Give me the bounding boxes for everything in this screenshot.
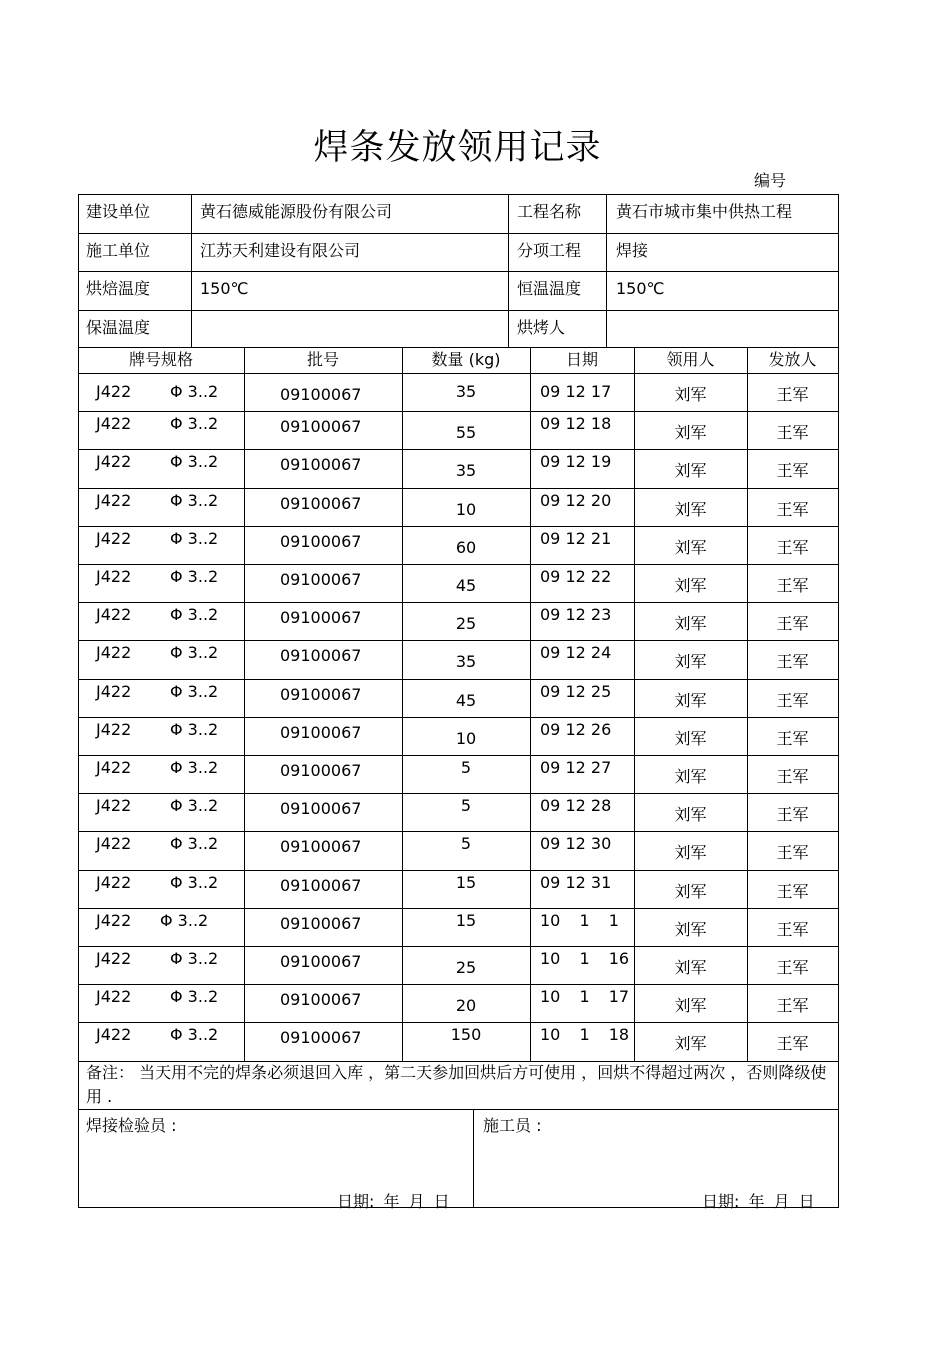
spec-cell: Φ 3..2 — [170, 796, 219, 816]
batch-cell: 09100067 — [280, 417, 362, 437]
batch-cell: 09100067 — [280, 646, 362, 666]
spec-cell: Φ 3..2 — [170, 382, 219, 401]
date-cell: 10 1 17 — [540, 987, 630, 1007]
info-value: 江苏天利建设有限公司 — [200, 241, 361, 260]
receiver-cell: 刘军 — [674, 614, 707, 634]
quantity-cell: 25 — [455, 614, 477, 634]
info-value: 黄石德威能源股份有限公司 — [200, 202, 393, 221]
issuer-cell: 王军 — [776, 1034, 809, 1054]
date-cell: 09 12 17 — [540, 382, 612, 401]
receiver-cell: 刘军 — [674, 690, 707, 710]
info-label: 恒温温度 — [517, 279, 582, 298]
batch-cell: 09100067 — [280, 952, 362, 971]
spec-cell: Φ 3..2 — [170, 452, 219, 472]
spec-cell: Φ 3..2 — [170, 1025, 219, 1045]
table-rule — [78, 640, 839, 641]
table-rule — [530, 347, 531, 1062]
issuer-cell: 王军 — [776, 499, 809, 519]
column-header: 数量 (kg) — [431, 350, 501, 369]
column-header: 发放人 — [768, 350, 817, 369]
issuer-cell: 王军 — [776, 881, 809, 901]
issuer-cell: 王军 — [776, 461, 809, 481]
info-label: 建设单位 — [86, 202, 151, 221]
date-cell: 09 12 24 — [540, 643, 612, 663]
batch-cell: 09100067 — [280, 990, 362, 1010]
quantity-cell: 25 — [455, 958, 477, 977]
table-rule — [78, 194, 839, 195]
receiver-cell: 刘军 — [674, 996, 707, 1016]
table-rule — [78, 831, 839, 832]
grade-cell: J422 — [96, 872, 132, 892]
receiver-cell: 刘军 — [674, 499, 707, 519]
constructor-label: 施工员 : — [483, 1116, 542, 1135]
quantity-cell: 5 — [460, 796, 472, 816]
table-rule — [78, 488, 839, 489]
date-cell: 09 12 25 — [540, 681, 612, 701]
batch-cell: 09100067 — [280, 761, 362, 780]
date-cell: 09 12 22 — [540, 567, 612, 586]
info-value: 黄石市城市集中供热工程 — [616, 202, 793, 221]
issuer-cell: 王军 — [776, 843, 809, 863]
grade-cell: J422 — [96, 987, 132, 1007]
spec-cell: Φ 3..2 — [170, 834, 219, 854]
grade-cell: J422 — [96, 382, 132, 401]
info-label: 分项工程 — [517, 241, 582, 260]
table-rule — [78, 347, 839, 348]
grade-cell: J422 — [96, 490, 132, 510]
quantity-cell: 10 — [455, 728, 477, 748]
receiver-cell: 刘军 — [674, 385, 707, 404]
quantity-cell: 45 — [455, 690, 477, 710]
batch-cell: 09100067 — [280, 1028, 362, 1048]
info-label: 施工单位 — [86, 241, 151, 260]
table-rule — [78, 755, 839, 756]
issuer-cell: 王军 — [776, 576, 809, 595]
spec-cell: Φ 3..2 — [170, 681, 219, 701]
table-rule — [606, 194, 607, 348]
spec-cell: Φ 3..2 — [170, 719, 219, 739]
receiver-cell: 刘军 — [674, 576, 707, 595]
issuer-cell: 王军 — [776, 423, 809, 443]
table-rule — [838, 194, 839, 1208]
grade-cell: J422 — [96, 528, 132, 548]
grade-cell: J422 — [96, 796, 132, 816]
issuer-cell: 王军 — [776, 996, 809, 1016]
quantity-cell: 15 — [455, 872, 477, 892]
spec-cell: Φ 3..2 — [170, 758, 219, 777]
info-value: 150℃ — [200, 279, 249, 298]
date-cell: 10 1 16 — [540, 949, 630, 968]
serial-number-label: 编号 — [754, 171, 787, 190]
table-rule — [78, 602, 839, 603]
issuer-cell: 王军 — [776, 652, 809, 672]
grade-cell: J422 — [96, 643, 132, 663]
spec-cell: Φ 3..2 — [170, 872, 219, 892]
date-cell: 09 12 23 — [540, 605, 612, 625]
batch-cell: 09100067 — [280, 684, 362, 704]
table-rule — [78, 564, 839, 565]
batch-cell: 09100067 — [280, 913, 362, 933]
quantity-cell: 35 — [455, 652, 477, 672]
inspector-label: 焊接检验员 : — [86, 1116, 177, 1135]
date-cell: 09 12 19 — [540, 452, 612, 472]
spec-cell: Φ 3..2 — [170, 643, 219, 663]
batch-cell: 09100067 — [280, 570, 362, 589]
grade-cell: J422 — [96, 758, 132, 777]
date-cell: 09 12 27 — [540, 758, 612, 777]
quantity-cell: 35 — [455, 382, 477, 401]
grade-cell: J422 — [96, 452, 132, 472]
table-rule — [78, 679, 839, 680]
info-label: 保温温度 — [86, 318, 151, 337]
quantity-cell: 5 — [460, 758, 472, 777]
quantity-cell: 20 — [455, 996, 477, 1016]
grade-cell: J422 — [96, 414, 132, 434]
constructor-date: 日期: 年 月 日 — [702, 1192, 815, 1211]
grade-cell: J422 — [96, 910, 132, 930]
table-rule — [473, 1109, 474, 1208]
table-rule — [78, 233, 839, 234]
info-label: 烘焙温度 — [86, 279, 151, 298]
receiver-cell: 刘军 — [674, 728, 707, 748]
receiver-cell: 刘军 — [674, 537, 707, 557]
grade-cell: J422 — [96, 719, 132, 739]
table-rule — [191, 194, 192, 348]
table-rule — [78, 526, 839, 527]
table-rule — [78, 984, 839, 985]
date-cell: 09 12 30 — [540, 834, 612, 854]
receiver-cell: 刘军 — [674, 919, 707, 939]
receiver-cell: 刘军 — [674, 461, 707, 481]
column-header: 批号 — [306, 350, 339, 369]
date-cell: 09 12 21 — [540, 528, 612, 548]
quantity-cell: 45 — [455, 576, 477, 595]
quantity-cell: 60 — [455, 537, 477, 557]
batch-cell: 09100067 — [280, 608, 362, 628]
spec-cell: Φ 3..2 — [170, 567, 219, 586]
issuer-cell: 王军 — [776, 958, 809, 977]
issuer-cell: 王军 — [776, 728, 809, 748]
grade-cell: J422 — [96, 567, 132, 586]
remarks-note: 备注： 当天用不完的焊条必须退回入库 ，第二天参加回烘后方可使用 ，回烘不得超过两次 ，否则降级使用 . — [86, 1063, 827, 1106]
receiver-cell: 刘军 — [674, 1034, 707, 1054]
receiver-cell: 刘军 — [674, 958, 707, 977]
quantity-cell: 35 — [455, 461, 477, 481]
info-value: 150℃ — [616, 279, 665, 298]
issuer-cell: 王军 — [776, 690, 809, 710]
batch-cell: 09100067 — [280, 875, 362, 895]
quantity-cell: 150 — [450, 1025, 482, 1045]
table-rule — [78, 1022, 839, 1023]
issuer-cell: 王军 — [776, 919, 809, 939]
table-rule — [78, 411, 839, 412]
table-rule — [78, 310, 839, 311]
info-label: 烘烤人 — [517, 318, 566, 337]
quantity-cell: 10 — [455, 499, 477, 519]
table-rule — [508, 194, 509, 348]
spec-cell: Φ 3..2 — [170, 414, 219, 434]
receiver-cell: 刘军 — [674, 767, 707, 786]
date-cell: 09 12 20 — [540, 490, 612, 510]
grade-cell: J422 — [96, 949, 132, 968]
quantity-cell: 55 — [455, 423, 477, 443]
spec-cell: Φ 3..2 — [170, 949, 219, 968]
issuer-cell: 王军 — [776, 767, 809, 786]
receiver-cell: 刘军 — [674, 843, 707, 863]
batch-cell: 09100067 — [280, 385, 362, 404]
table-rule — [78, 271, 839, 272]
receiver-cell: 刘军 — [674, 805, 707, 825]
table-rule — [78, 870, 839, 871]
column-header: 日期 — [565, 350, 598, 369]
spec-cell: Φ 3..2 — [160, 910, 209, 930]
receiver-cell: 刘军 — [674, 881, 707, 901]
issuer-cell: 王军 — [776, 385, 809, 404]
date-cell: 10 1 1 — [540, 910, 619, 930]
spec-cell: Φ 3..2 — [170, 528, 219, 548]
quantity-cell: 5 — [460, 834, 472, 854]
issuer-cell: 王军 — [776, 614, 809, 634]
batch-cell: 09100067 — [280, 455, 362, 475]
table-rule — [78, 908, 839, 909]
spec-cell: Φ 3..2 — [170, 490, 219, 510]
date-cell: 10 1 18 — [540, 1025, 630, 1045]
date-cell: 09 12 26 — [540, 719, 612, 739]
batch-cell: 09100067 — [280, 531, 362, 551]
spec-cell: Φ 3..2 — [170, 987, 219, 1007]
grade-cell: J422 — [96, 1025, 132, 1045]
column-header: 领用人 — [666, 350, 715, 369]
info-value: 焊接 — [616, 241, 649, 260]
inspector-date: 日期: 年 月 日 — [337, 1192, 450, 1211]
table-rule — [78, 194, 79, 1208]
grade-cell: J422 — [96, 605, 132, 625]
table-rule — [244, 347, 245, 1062]
issuer-cell: 王军 — [776, 805, 809, 825]
receiver-cell: 刘军 — [674, 652, 707, 672]
issuer-cell: 王军 — [776, 537, 809, 557]
date-cell: 09 12 31 — [540, 872, 612, 892]
batch-cell: 09100067 — [280, 837, 362, 857]
table-rule — [78, 793, 839, 794]
grade-cell: J422 — [96, 681, 132, 701]
grade-cell: J422 — [96, 834, 132, 854]
table-rule — [78, 946, 839, 947]
spec-cell: Φ 3..2 — [170, 605, 219, 625]
table-rule — [78, 373, 839, 374]
batch-cell: 09100067 — [280, 493, 362, 513]
date-cell: 09 12 28 — [540, 796, 612, 816]
date-cell: 09 12 18 — [540, 414, 612, 434]
table-rule — [78, 449, 839, 450]
table-rule — [78, 1109, 839, 1110]
quantity-cell: 15 — [455, 910, 477, 930]
page-title: 焊条发放领用记录 — [313, 128, 602, 168]
batch-cell: 09100067 — [280, 722, 362, 742]
table-rule — [78, 717, 839, 718]
column-header: 牌号规格 — [128, 350, 193, 369]
info-label: 工程名称 — [517, 202, 582, 221]
receiver-cell: 刘军 — [674, 423, 707, 443]
batch-cell: 09100067 — [280, 799, 362, 819]
